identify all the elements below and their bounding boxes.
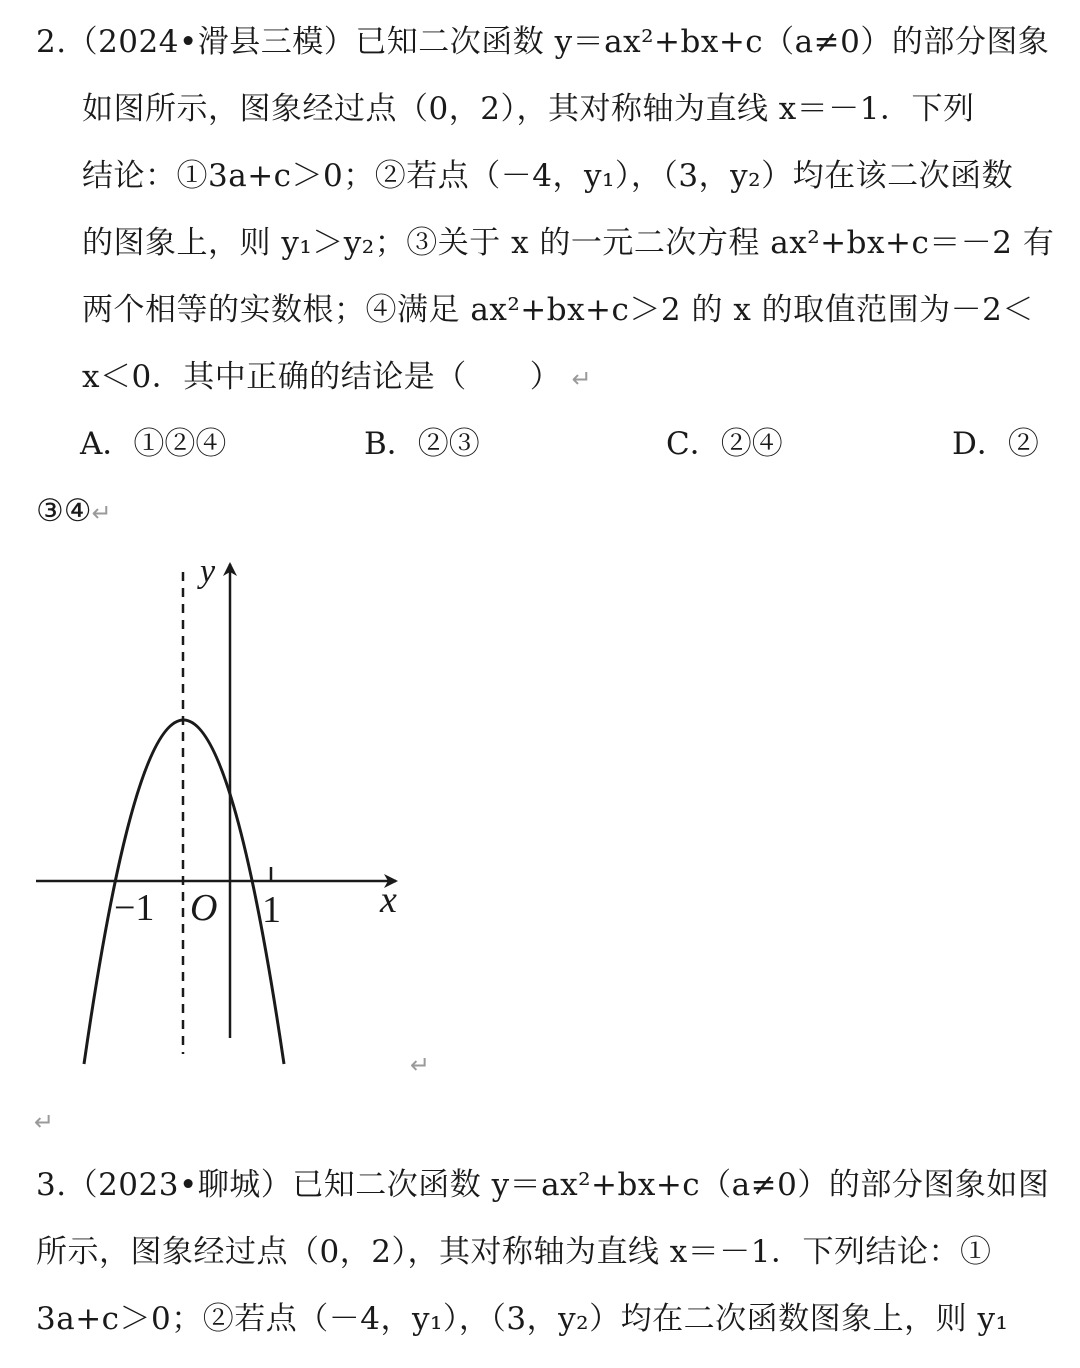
blank-line-return-mark: ↵ [34,1108,55,1136]
option-d-wrap: ③④↵ [36,493,112,529]
q3-line-2: 所示，图象经过点（0，2），其对称轴为直线 x＝－1．下列结论：① [36,1234,992,1270]
q3-line-1: 3.（2023•聊城）已知二次函数 y＝ax²+bx+c（a≠0）的部分图象如图 [36,1167,1050,1203]
q2-line-1: 2.（2024•滑县三模）已知二次函数 y＝ax²+bx+c（a≠0）的部分图象 [36,24,1050,60]
origin-label: O [190,887,218,929]
option-c: C．②④ [666,426,783,462]
y-axis-label: y [200,553,216,590]
option-a: A．①②④ [80,426,227,462]
option-b: B．②③ [364,426,480,462]
q2-line-3: 结论：①3a+c＞0；②若点（－4，y₁），（3，y₂）均在该二次函数 [82,158,1014,194]
return-mark: ↵ [571,365,593,393]
parabola-figure [0,540,460,1080]
q2-line-2: 如图所示，图象经过点（0，2），其对称轴为直线 x＝－1．下列 [82,91,975,127]
tick-1-label: 1 [262,889,281,931]
figure-return-mark: ↵ [410,1051,431,1079]
q3-line-3: 3a+c＞0；②若点（－4，y₁），（3，y₂）均在二次函数图象上，则 y₁ [36,1301,1009,1337]
option-d: D．② [952,426,1039,462]
tick-neg1-label: −1 [114,887,155,929]
q2-line-4: 的图象上，则 y₁＞y₂；③关于 x 的一元二次方程 ax²+bx+c＝－2 有 [82,225,1055,261]
q2-line-6: x＜0．其中正确的结论是（ ） ↵ [82,359,593,395]
q2-line-5: 两个相等的实数根；④满足 ax²+bx+c＞2 的 x 的取值范围为－2＜ [82,292,1034,328]
x-axis-label: x [380,879,397,921]
return-mark: ↵ [91,499,112,527]
